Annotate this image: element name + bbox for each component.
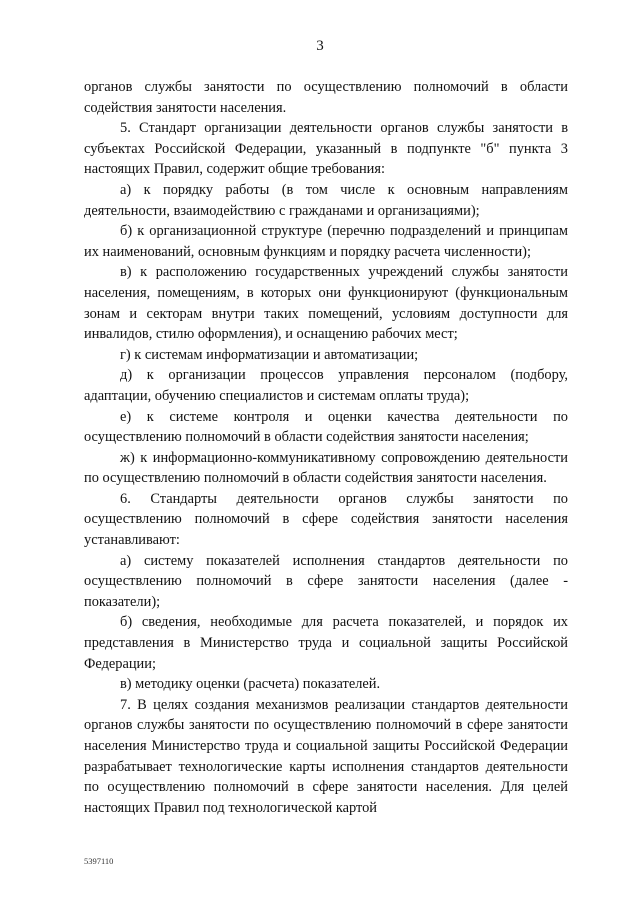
paragraph-item-6b: б) сведения, необходимые для расчета показателей, и порядок их представления в Министерство труда и социальной защиты Российской Федерации; — [84, 614, 568, 672]
document-id: 5397110 — [84, 856, 114, 866]
paragraph-item-5a: а) к порядку работы (в том числе к основным направлениям деятельности, взаимодействию с гражданами и организациями); — [84, 181, 568, 219]
page-number: 3 — [316, 38, 324, 54]
paragraph-item-5b: б) к организационной структуре (перечню подразделений и принципам их наименований, основным функциям и порядку расчета численности); — [84, 223, 568, 260]
paragraph-continuation: органов службы занятости по осуществлению полномочий в области содействия занятости населения. — [84, 79, 568, 116]
paragraph-item-5e: е) к системе контроля и оценки качества деятельности по осуществлению полномочий в области содействия занятости населения; — [84, 408, 568, 446]
document-body — [84, 77, 568, 818]
paragraph-item-5v: в) к расположению государственных учреждений службы занятости населения, помещениям, в которых они функционируют (функциональным зонам и секторам внутри таких помещений, условиям доступности для инвалидов, стилю оформления), и оснащению рабочих мест; — [84, 264, 568, 343]
paragraph-item-6: 6. Стандарты деятельности органов службы занятости по осуществлению полномочий в сфере содействия занятости населения устанавливают: — [84, 490, 568, 549]
paragraph-item-5zh: ж) к информационно-коммуникативному сопровождению деятельности по осуществлению полномочий в области содействия занятости населения. — [84, 449, 568, 487]
paragraph-item-5d: д) к организации процессов управления персоналом (подбору, адаптации, обучению специалистов и системам оплаты труда); — [84, 367, 568, 404]
paragraph-item-5g: г) к системам информатизации и автоматизации; — [120, 346, 419, 363]
paragraph-item-7: 7. В целях создания механизмов реализации стандартов деятельности органов службы занятости по осуществлению полномочий в сфере занятости населения Министерство труда и социальной защиты Российской Федерации разрабатывает технологические карты исполнения стандартов деятельности по осуществлению полномочий в сфере занятости населения. Для целей настоящих Правил под технологической картой — [84, 696, 568, 816]
paragraph-item-5: 5. Стандарт организации деятельности органов службы занятости в субъектах Российской Федерации, указанный в подпункте "б" пункта 3 настоящих Правил, содержит общие требования: — [84, 120, 568, 178]
paragraph-item-6a: а) систему показателей исполнения стандартов деятельности по осуществлению полномочий в сфере занятости населения (далее - показатели); — [84, 552, 568, 610]
paragraph-item-6v: в) методику оценки (расчета) показателей. — [120, 676, 381, 693]
